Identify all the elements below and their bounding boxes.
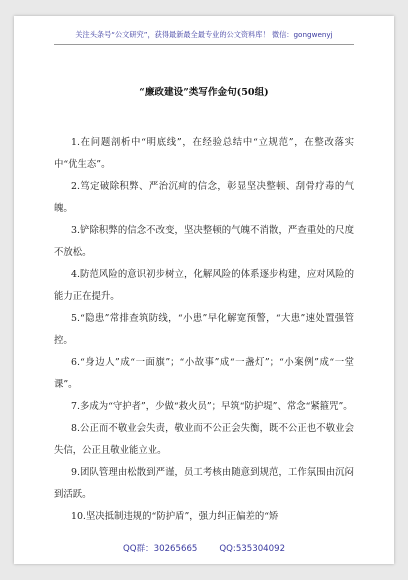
document-body: [54, 132, 354, 528]
footer: [14, 542, 394, 554]
header-note: 关注头条号“公文研究”，获得最新最全最专业的公文资料库！ 微信：gongwenyj: [75, 30, 333, 39]
list-item: 4.防范风险的意识初步树立，化解风险的体系逐步构建，应对风险的能力正在提升。: [54, 269, 354, 302]
list-item: 9.团队管理由松散到严谨，员工考核由随意到规范，工作氛围由沉闷到活跃。: [54, 467, 354, 500]
document-title: “廉政建设”类写作金句(50组): [139, 87, 269, 98]
footer-qq-group: QQ群：30265665: [122, 544, 198, 554]
list-item: 3.铲除积弊的信念不改变，坚决整顿的气魄不消散，严查重处的尺度不放松。: [54, 225, 354, 258]
list-item: 2.笃定破除积弊、严治沉疴的信念，彰显坚决整顿、刮骨疗毒的气魄。: [54, 181, 354, 214]
list-item: 6.“身边人”成“一面旗”；“小故事”成“一盏灯”；“小案例”成“一堂课”。: [54, 357, 354, 390]
list-item: 8.公正而不敬业会失责，敬业而不公正会失衡，既不公正也不敬业会失信，公正且敬业能立业。: [54, 423, 354, 456]
list-item: 10.坚决抵制违规的“防护盾”，强力纠正偏差的“矫: [71, 511, 279, 522]
list-item: 7.多成为“守护者”，少做“救火员”；早筑“防护堤”、常念“紧箍咒”。: [71, 401, 353, 412]
list-item: 1.在问题剖析中“明底线”，在经验总结中“立规范”，在整改落实中“优生态”。: [54, 137, 354, 170]
list-item: 5.“隐患”常排查筑防线，“小患”早化解宽预警，“大患”速处置强管控。: [54, 313, 354, 346]
document-page: [14, 16, 394, 564]
header-divider: [54, 44, 354, 45]
footer-qq-contact: QQ:535304092: [219, 544, 286, 554]
